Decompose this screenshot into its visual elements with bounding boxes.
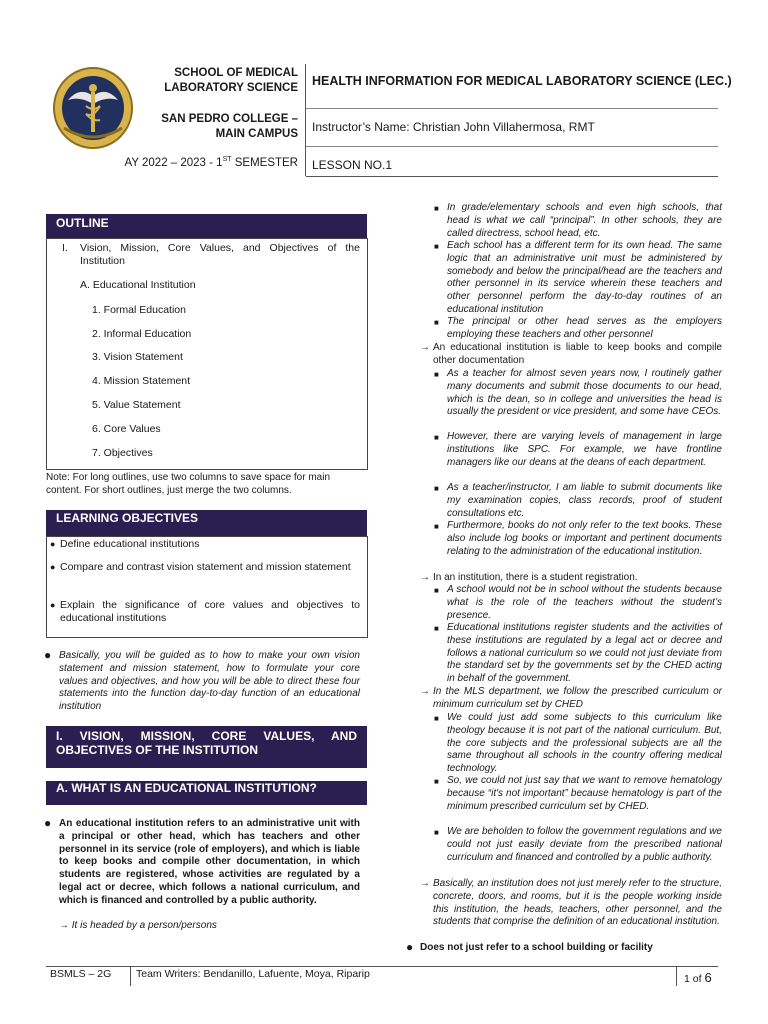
right-item: So, we could not just say that we want to remove hematology because “it's not important” because hematology is part of the minimum prescribed curriculum set by CHED. — [447, 775, 722, 812]
header-rule-3 — [306, 176, 718, 177]
filled-circle-bullet-icon: ● — [44, 648, 52, 662]
intro-paragraph: Basically, you will be guided as to how to make your own vision statement and mission statement, how to formulate your core values and objectives, and how you will be able to direct these four statements into the function day-to-day function of an educational institution — [59, 650, 360, 713]
square-bullet-icon: ■ — [434, 777, 439, 786]
outline-note: Note: For long outlines, use two columns to save space for main content. For short outlines, just merge the two columns. — [46, 472, 331, 496]
page-of: of — [689, 973, 705, 985]
learning-objective-text: Define educational institutions — [60, 538, 200, 550]
headed-by-note — [59, 920, 360, 933]
right-item: We could just add some subjects to this curriculum like theology because it is not part of the national curriculum. But, the core subjects and the professional subjects are all the same throughout all schools in the country offering medical technology. — [447, 712, 722, 775]
square-bullet-icon: ■ — [434, 318, 439, 327]
right-item: As a teacher for almost seven years now, I routinely gather many documents and submit those documents to our head, which is the dean, so in college and universities the head is usually the president or vice president, and some have CEOs. — [447, 368, 722, 418]
right-arrow-icon: → — [59, 920, 72, 931]
header-rule-1 — [306, 108, 718, 109]
outline-subitem: 6. Core Values — [92, 423, 161, 435]
square-bullet-icon: ■ — [434, 370, 439, 379]
outline-subitem: 2. Informal Education — [92, 328, 192, 340]
ay-prefix: AY 2022 – 2023 - 1 — [124, 156, 223, 169]
square-bullet-icon: ■ — [434, 484, 439, 493]
filled-circle-bullet-icon: ● — [406, 940, 414, 954]
square-bullet-icon: ■ — [434, 624, 439, 633]
square-bullet-icon: ■ — [434, 586, 439, 595]
filled-circle-bullet-icon: ● — [44, 816, 52, 830]
right-item: Educational institutions register students and the activities of these institutions are regulated by a legal act or decree and follows a national curriculum so we could not just deviate from the standard set by the governments set by the CHED acting in behalf of the government. — [447, 622, 722, 685]
educational-institution-definition: An educational institution refers to an administrative unit with a principal or other head, which has teachers and other personnel in its service (role of employers), and which is liable to keep books and compile other documentation, in which students are registered, whose activities are regulated by a legal act or decree, which follows a national curriculum, and which is financed and controlled by a public authority. — [59, 818, 360, 906]
square-bullet-icon: ■ — [434, 522, 439, 531]
ay-superscript: ST — [222, 156, 232, 163]
learning-objective-item — [50, 538, 360, 551]
filled-circle-bullet-icon: ● — [50, 539, 56, 549]
filled-circle-bullet-icon: ● — [50, 562, 56, 572]
right-item: A school would not be in school without the students because what is the role of the teachers without the student’s presence. — [447, 584, 722, 621]
learning-objective-item — [50, 599, 360, 625]
outline-item-num: I. — [62, 242, 68, 254]
lesson-number: LESSON NO.1 — [312, 158, 393, 172]
learning-objectives-heading: LEARNING OBJECTIVES — [46, 510, 367, 536]
page-indicator — [684, 970, 712, 985]
square-bullet-icon: ■ — [434, 714, 439, 723]
square-bullet-icon: ■ — [434, 828, 439, 837]
right-arrow-icon: → — [420, 342, 430, 353]
outline-subitem: 3. Vision Statement — [92, 351, 183, 363]
outline-subitem: 1. Formal Education — [92, 304, 186, 316]
right-item: We are beholden to follow the government regulations and we could not just easily deviate from the prescribed national curriculum and financed and controlled by a public authority. — [447, 826, 722, 863]
outline-subitem: 7. Objectives — [92, 447, 153, 459]
outline-sub-a: A. Educational Institution — [80, 279, 196, 291]
square-bullet-icon: ■ — [434, 433, 439, 442]
right-item: In grade/elementary schools and even high schools, that head is what we call “principal”. In other schools, they are called directress, school head, etc. — [447, 202, 722, 239]
right-arrow-icon: → — [420, 686, 430, 697]
right-item: The principal or other head serves as the employers employing these teachers and other personnel — [447, 316, 722, 340]
footer-rule — [46, 966, 718, 967]
right-item: An educational institution is liable to keep books and compile other documentation — [433, 342, 722, 366]
school-seal-logo-icon — [52, 66, 134, 150]
learning-objective-text: Explain the significance of core values and objectives to educational institutions — [60, 599, 360, 624]
school-name: SCHOOL OF MEDICAL LABORATORY SCIENCE — [164, 67, 298, 94]
headed-by-text: It is headed by a person/persons — [71, 920, 217, 931]
course-title: HEALTH INFORMATION FOR MEDICAL LABORATORY SCIENCE (LEC.) — [312, 74, 732, 88]
filled-circle-bullet-icon: ● — [50, 600, 56, 610]
header-divider — [305, 64, 306, 176]
right-item: In the MLS department, we follow the prescribed curriculum or minimum curriculum set by CHED — [433, 686, 722, 710]
right-last-bullet: Does not just refer to a school building or facility — [420, 942, 653, 953]
footer-writers: Team Writers: Bendanillo, Lafuente, Moya, Riparip — [136, 968, 370, 980]
right-item: However, there are varying levels of management in large institutions like SPC. For example, we have frontline managers like our deans at the deans of each department. — [447, 431, 722, 468]
outline-item-1: Vision, Mission, Core Values, and Objectives of the Institution — [80, 242, 360, 267]
header-rule-2 — [306, 146, 718, 147]
academic-year — [120, 156, 298, 169]
instructor-name: Instructor’s Name: Christian John Villahermosa, RMT — [312, 120, 595, 134]
learning-objective-text: Compare and contrast vision statement and mission statement — [60, 561, 351, 573]
square-bullet-icon: ■ — [434, 242, 439, 251]
outline-heading: OUTLINE — [46, 214, 367, 238]
ay-suffix: SEMESTER — [231, 156, 298, 169]
right-item: Basically, an institution does not just merely refer to the structure, concrete, doors, and rooms, but it is the people working inside this institution, the heads, teachers, other personnel, and the students that comprise the definition of an educational institution. — [433, 878, 722, 928]
right-item: As a teacher/instructor, I am liable to submit documents like my examination copies, class records, proof of student consultations etc. — [447, 482, 722, 519]
outline-subitem: 5. Value Statement — [92, 399, 181, 411]
page-number: 1 — [684, 973, 690, 985]
outline-subitem: 4. Mission Statement — [92, 375, 191, 387]
right-arrow-icon: → — [420, 572, 430, 583]
section-1-heading: I. VISION, MISSION, CORE VALUES, AND OBJECTIVES OF THE INSTITUTION — [46, 726, 367, 768]
square-bullet-icon: ■ — [434, 204, 439, 213]
right-item: In an institution, there is a student registration. — [433, 572, 638, 583]
right-item: Each school has a different term for its own head. The same logic that an administrative unit must be administered by somebody and below the principal/head are the teachers and other personnel in its service wherein these teachers and other personnel perform the day-to-day routines of an educational institution — [447, 240, 722, 315]
footer-section: BSMLS – 2G — [50, 968, 112, 980]
right-item: Furthermore, books do not only refer to the text books. These also include log books or important and pertinent documents relating to the administration of the educational institution. — [447, 520, 722, 557]
right-arrow-icon: → — [420, 878, 430, 889]
learning-objective-item — [50, 561, 360, 574]
section-a-heading: A. WHAT IS AN EDUCATIONAL INSTITUTION? — [46, 781, 367, 805]
footer-separator — [130, 966, 131, 986]
footer-separator — [676, 966, 677, 986]
college-name: SAN PEDRO COLLEGE – MAIN CAMPUS — [161, 113, 298, 140]
page-total: 6 — [704, 970, 712, 985]
